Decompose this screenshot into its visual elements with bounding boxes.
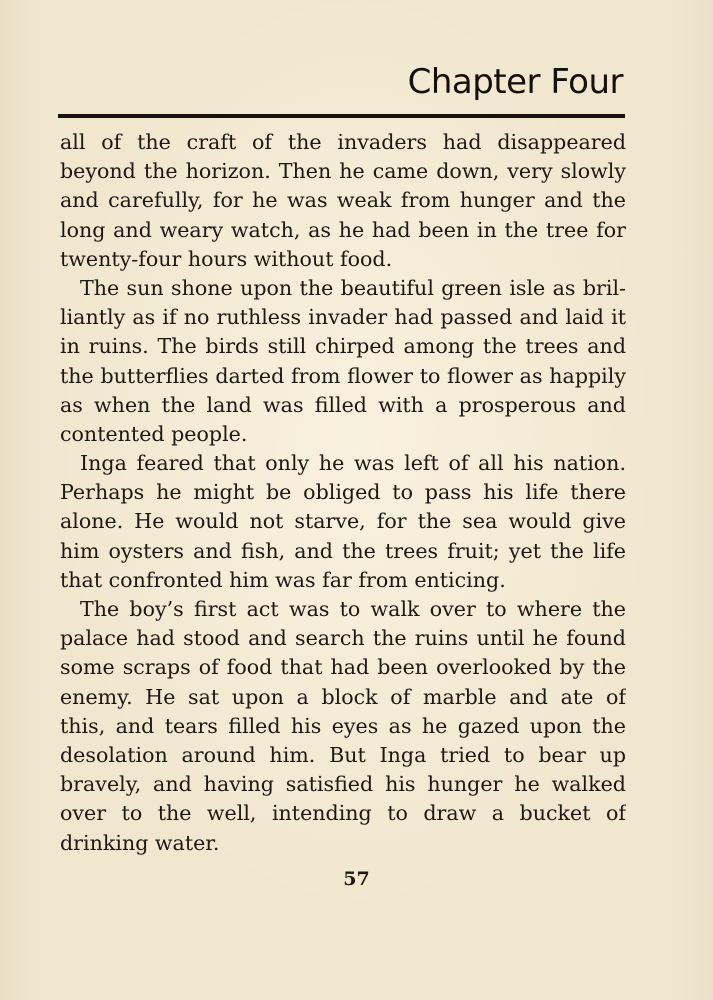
text-line: enemy. He sat upon a block of marble and ate of (60, 684, 626, 709)
text-line: the butterflies darted from flower to flower as happily (60, 363, 626, 388)
text-line: The sun shone upon the beautiful green isle as bril- (80, 275, 626, 300)
text-line: contented people. (60, 421, 248, 446)
text-line: The boy’s first act was to walk over to where the (80, 597, 626, 621)
header-rule (58, 114, 625, 118)
page-number: 57 (343, 868, 370, 890)
text-line: and carefully, for he was weak from hunger and the (60, 188, 626, 213)
text-line: liantly as if no ruthless invader had passed and laid it (60, 305, 626, 330)
text-line: all of the craft of the invaders had disappeared (60, 130, 626, 154)
text-line: Perhaps he might be obliged to pass his life there (60, 480, 626, 505)
text-line: this, and tears filled his eyes as he gazed upon the (60, 713, 626, 738)
chapter-title: Chapter Four (407, 62, 623, 102)
text-line: alone. He would not starve, for the sea would give (60, 509, 626, 534)
text-line: that confronted him was far from enticing. (60, 567, 506, 592)
text-line: beyond the horizon. Then he came down, very slowly (60, 159, 626, 184)
text-line: palace had stood and search the ruins until he found (60, 626, 626, 651)
text-line: him oysters and fish, and the trees fruit; yet the life (60, 538, 626, 563)
text-line: over to the well, intending to draw a bucket of (60, 801, 626, 826)
text-line: desolation around him. But Inga tried to bear up (60, 742, 626, 767)
text-line: bravely, and having satisfied his hunger he walked (60, 772, 626, 797)
body-text (60, 128, 626, 858)
text-line: Inga feared that only he was left of all his nation. (80, 451, 626, 476)
text-line: long and weary watch, as he had been in the tree for (60, 217, 626, 242)
text-line: in ruins. The birds still chirped among the trees and (60, 334, 626, 359)
text-line: twenty-four hours without food. (60, 246, 393, 271)
text-line: some scraps of food that had been overlooked by the (60, 655, 626, 680)
text-line: as when the land was filled with a prosperous and (60, 392, 626, 417)
text-line: drinking water. (60, 830, 220, 855)
